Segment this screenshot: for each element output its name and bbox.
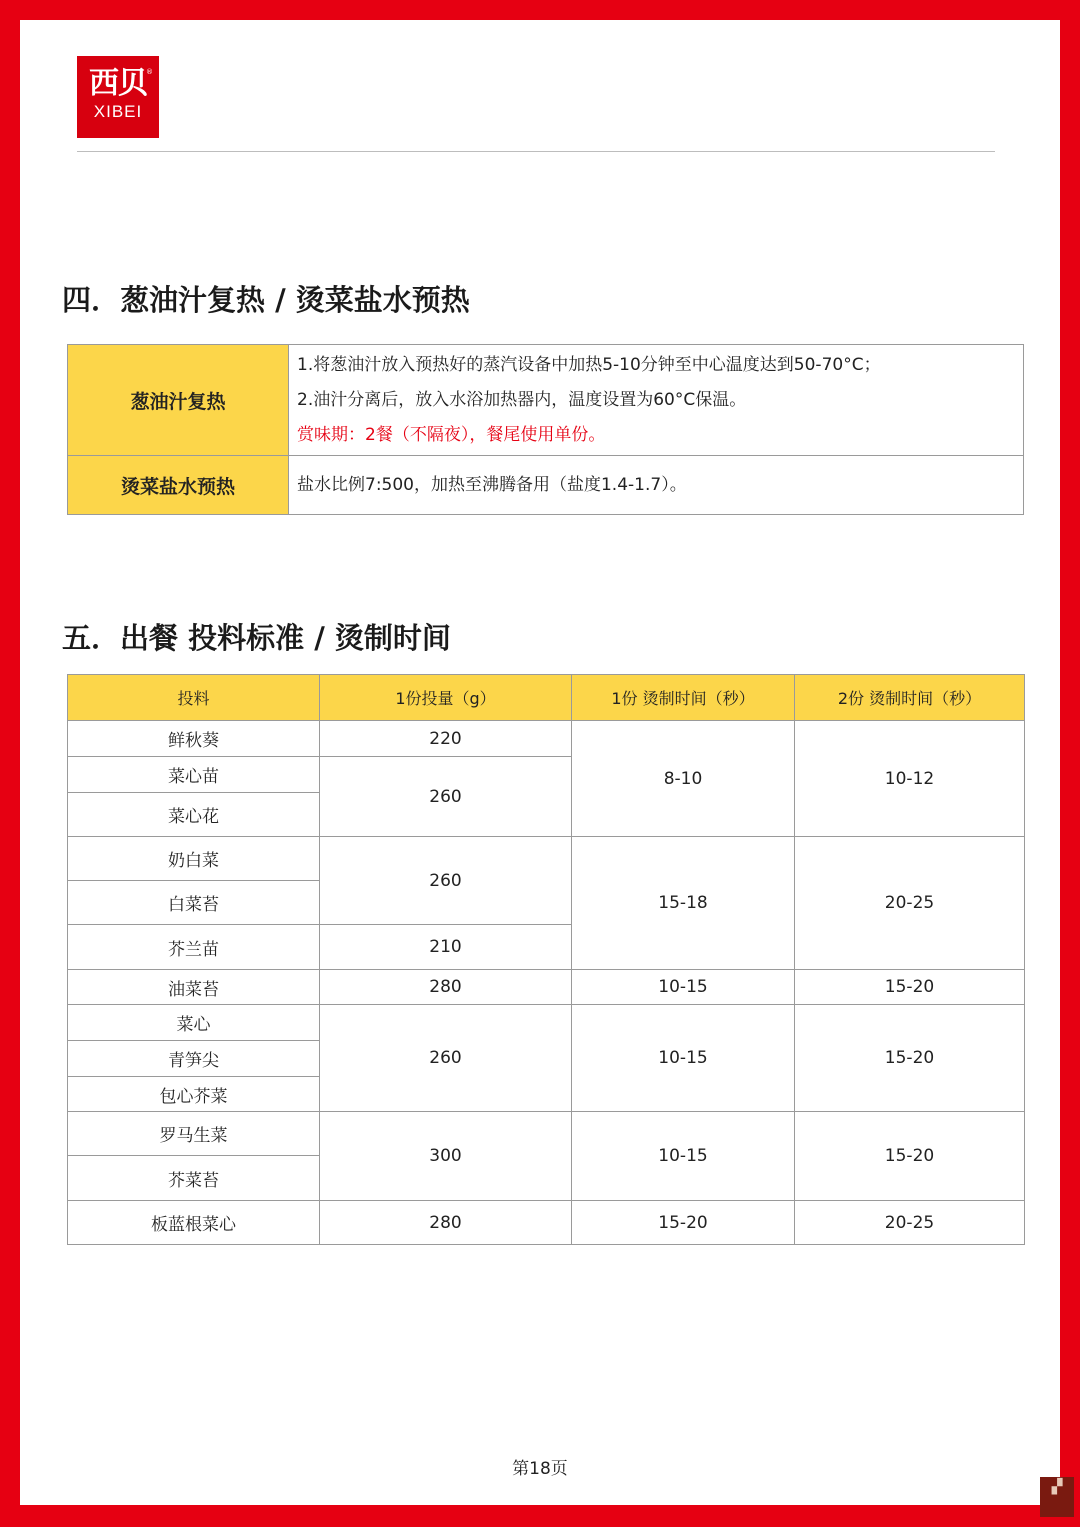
ingredient-cell: 芥菜苔 — [68, 1156, 320, 1201]
table-row — [68, 970, 1025, 1005]
ingredient-cell: 油菜苔 — [68, 970, 320, 1005]
time2-cell: 10-12 — [795, 721, 1025, 837]
time2-cell: 15-20 — [795, 970, 1025, 1005]
header-divider — [77, 151, 995, 152]
ingredient-cell: 白菜苔 — [68, 881, 320, 925]
ingredient-cell: 板蓝根菜心 — [68, 1201, 320, 1245]
instruction-line: 1.将葱油汁放入预热好的蒸汽设备中加热5-10分钟至中心温度达到50-70°C； — [297, 354, 881, 375]
time1-cell: 8-10 — [572, 721, 795, 837]
table-header-row — [68, 675, 1025, 721]
table-row — [68, 1005, 1025, 1041]
weight-cell: 260 — [320, 837, 572, 925]
time1-cell: 15-20 — [572, 1201, 795, 1245]
weight-cell: 220 — [320, 721, 572, 757]
logo-registered-mark: ® — [146, 68, 153, 76]
weight-cell: 280 — [320, 970, 572, 1005]
xibei-logo — [77, 56, 159, 138]
logo-cn: 西贝 — [89, 66, 147, 101]
ingredient-cell: 鲜秋葵 — [68, 721, 320, 757]
corner-seal-icon: ▞ — [1040, 1477, 1074, 1517]
row-description — [289, 345, 1024, 456]
ingredient-cell: 青笋尖 — [68, 1041, 320, 1077]
section4-title: 四．葱油汁复热 / 烫菜盐水预热 — [62, 283, 470, 317]
weight-cell: 280 — [320, 1201, 572, 1245]
time1-cell: 15-18 — [572, 837, 795, 970]
logo-en: XIBEI — [93, 102, 143, 121]
reheat-table — [67, 344, 1024, 515]
section5-title: 五．出餐 投料标准 / 烫制时间 — [62, 621, 451, 655]
instruction-line: 2.油汁分离后，放入水浴加热器内，温度设置为60°C保温。 — [297, 389, 747, 410]
table-row — [68, 345, 1024, 456]
weight-cell: 300 — [320, 1112, 572, 1201]
table-row — [68, 837, 1025, 881]
document-page — [20, 20, 1060, 1505]
ingredient-cell: 包心芥菜 — [68, 1077, 320, 1112]
ingredient-cell: 罗马生菜 — [68, 1112, 320, 1156]
ingredient-cell: 菜心 — [68, 1005, 320, 1041]
time1-cell: 10-15 — [572, 1112, 795, 1201]
column-header: 1份投量（g） — [320, 675, 572, 721]
ingredient-cell: 菜心花 — [68, 793, 320, 837]
time2-cell: 20-25 — [795, 1201, 1025, 1245]
ingredient-cell: 菜心苗 — [68, 757, 320, 793]
row-label: 烫菜盐水预热 — [68, 456, 289, 515]
page-number: 第18页 — [512, 1459, 568, 1479]
table-row — [68, 721, 1025, 757]
row-description: 盐水比例7:500，加热至沸腾备用（盐度1.4-1.7）。 — [289, 456, 1024, 515]
column-header: 2份 烫制时间（秒） — [795, 675, 1025, 721]
time2-cell: 15-20 — [795, 1112, 1025, 1201]
row-label: 葱油汁复热 — [68, 345, 289, 456]
ingredient-cell: 奶白菜 — [68, 837, 320, 881]
column-header: 1份 烫制时间（秒） — [572, 675, 795, 721]
table-row — [68, 1201, 1025, 1245]
time1-cell: 10-15 — [572, 970, 795, 1005]
column-header: 投料 — [68, 675, 320, 721]
time2-cell: 20-25 — [795, 837, 1025, 970]
weight-cell: 260 — [320, 757, 572, 837]
shelf-life-note: 赏味期：2餐（不隔夜），餐尾使用单份。 — [297, 424, 606, 445]
weight-cell: 210 — [320, 925, 572, 970]
table-row — [68, 1112, 1025, 1156]
ingredient-cell: 芥兰苗 — [68, 925, 320, 970]
weight-cell: 260 — [320, 1005, 572, 1112]
time1-cell: 10-15 — [572, 1005, 795, 1112]
blanching-standard-table — [67, 674, 1025, 1245]
time2-cell: 15-20 — [795, 1005, 1025, 1112]
table-row — [68, 456, 1024, 515]
